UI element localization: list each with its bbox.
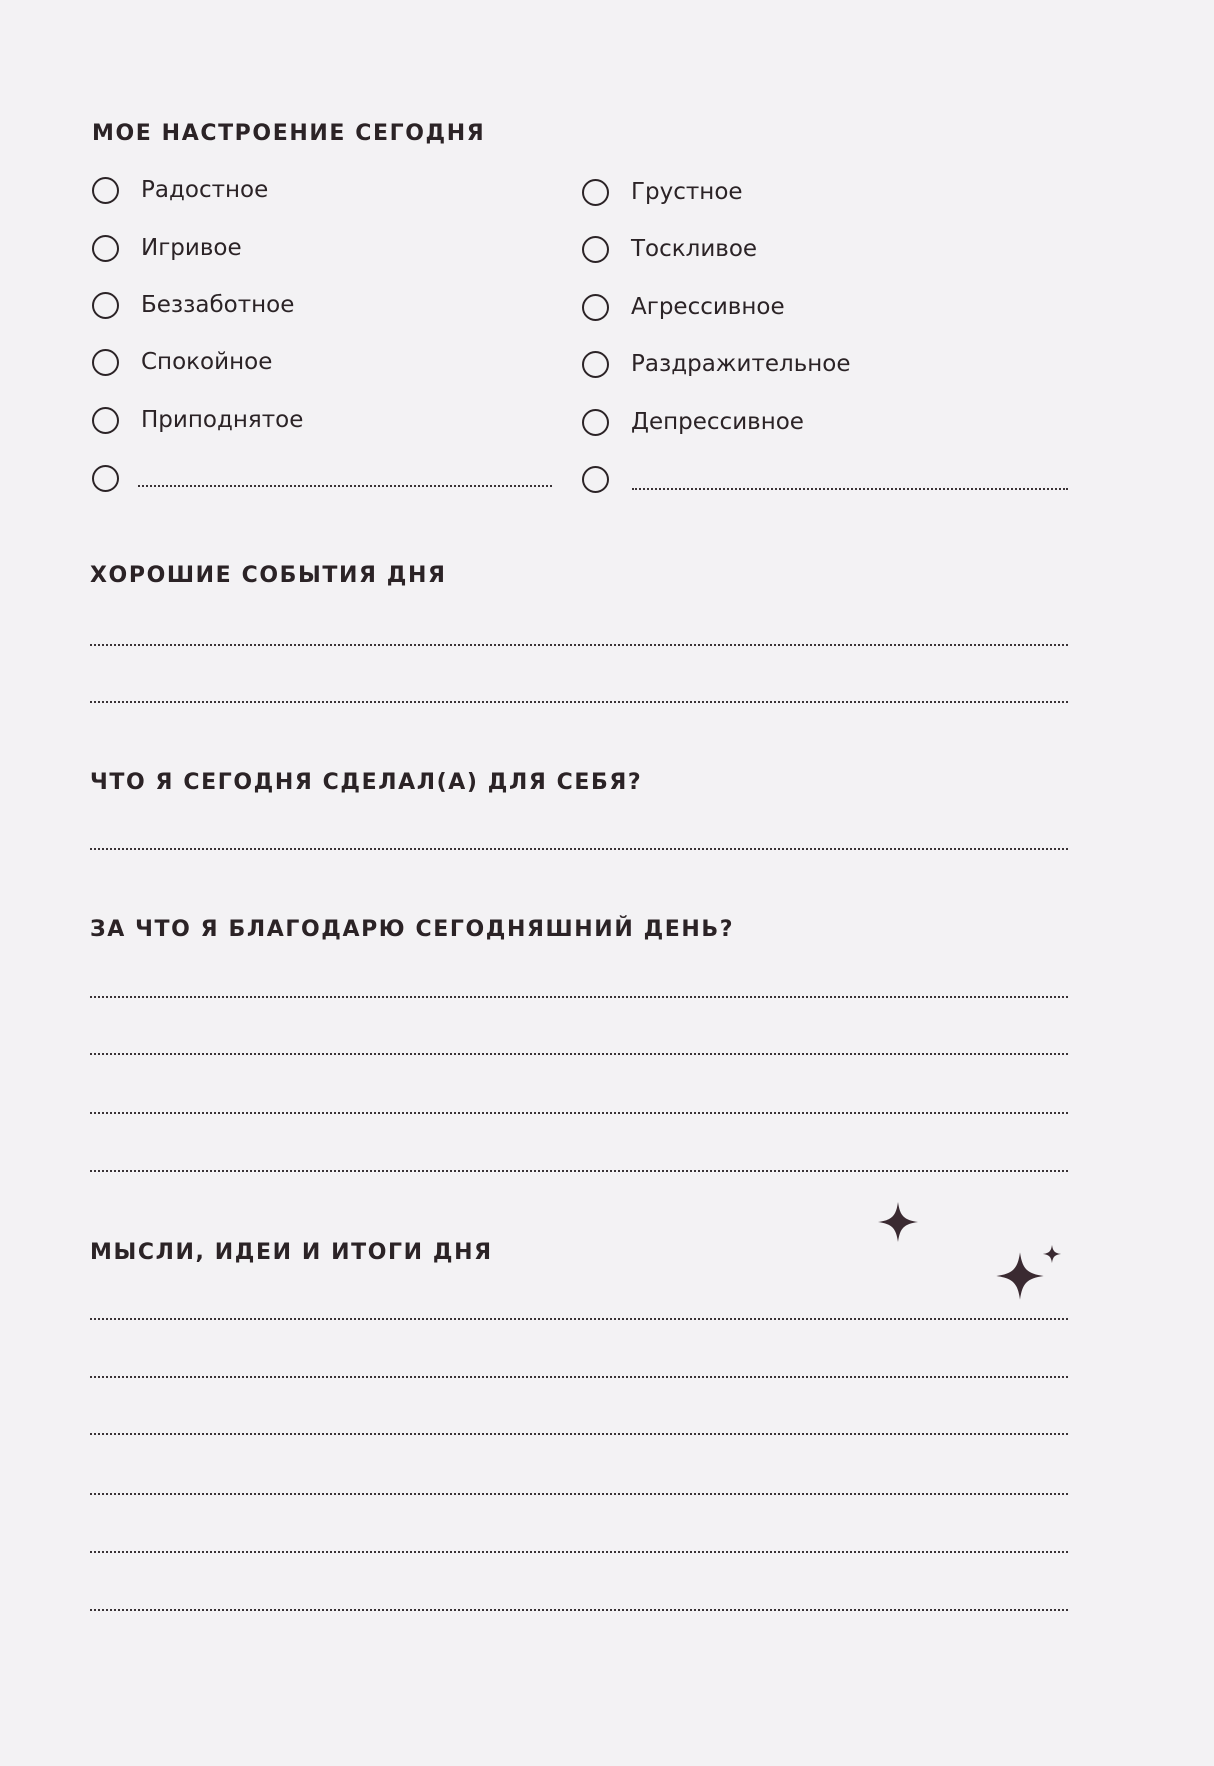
mood-option-label: Раздражительное	[631, 351, 851, 377]
mood-option-label: Игривое	[141, 235, 242, 261]
writing-line[interactable]	[90, 1318, 1068, 1320]
mood-option-sad[interactable]	[582, 175, 743, 209]
mood-option-calm[interactable]	[92, 345, 272, 379]
mood-option-custom-left[interactable]	[92, 461, 141, 495]
radio-circle-icon[interactable]	[92, 292, 119, 319]
writing-line[interactable]	[90, 848, 1068, 850]
radio-circle-icon[interactable]	[582, 466, 609, 493]
mood-option-label: Радостное	[141, 177, 269, 203]
mood-heading: МОЕ НАСТРОЕНИЕ СЕГОДНЯ	[92, 121, 486, 146]
sparkle-icon	[876, 1200, 920, 1244]
mood-option-label: Агрессивное	[631, 294, 785, 320]
gratitude-heading: ЗА ЧТО Я БЛАГОДАРЮ СЕГОДНЯШНИЙ ДЕНЬ?	[90, 917, 735, 942]
radio-circle-icon[interactable]	[582, 236, 609, 263]
custom-mood-line[interactable]	[632, 488, 1068, 490]
mood-option-aggressive[interactable]	[582, 290, 785, 324]
writing-line[interactable]	[90, 1053, 1068, 1055]
mood-option-custom-right[interactable]	[582, 462, 631, 496]
mood-option-irritable[interactable]	[582, 347, 851, 381]
mood-option-label: Беззаботное	[141, 292, 295, 318]
radio-circle-icon[interactable]	[92, 349, 119, 376]
mood-option-label: Депрессивное	[631, 409, 804, 435]
mood-option-label: Грустное	[631, 179, 743, 205]
writing-line[interactable]	[90, 701, 1068, 703]
radio-circle-icon[interactable]	[92, 177, 119, 204]
writing-line[interactable]	[90, 1551, 1068, 1553]
writing-line[interactable]	[90, 1376, 1068, 1378]
self-care-heading: ЧТО Я СЕГОДНЯ СДЕЛАЛ(А) ДЛЯ СЕБЯ?	[90, 770, 643, 795]
custom-mood-line[interactable]	[138, 485, 552, 487]
writing-line[interactable]	[90, 1609, 1068, 1611]
mood-option-label: Приподнятое	[141, 407, 304, 433]
writing-line[interactable]	[90, 996, 1068, 998]
radio-circle-icon[interactable]	[582, 294, 609, 321]
radio-circle-icon[interactable]	[92, 407, 119, 434]
mood-option-playful[interactable]	[92, 231, 242, 265]
mood-option-joyful[interactable]	[92, 173, 268, 207]
radio-circle-icon[interactable]	[582, 409, 609, 436]
writing-line[interactable]	[90, 1112, 1068, 1114]
radio-circle-icon[interactable]	[92, 235, 119, 262]
writing-line[interactable]	[90, 1493, 1068, 1495]
good-events-heading: ХОРОШИЕ СОБЫТИЯ ДНЯ	[90, 563, 447, 588]
mood-option-label: Тоскливое	[631, 236, 758, 262]
radio-circle-icon[interactable]	[92, 465, 119, 492]
writing-line[interactable]	[90, 1170, 1068, 1172]
mood-option-melancholic[interactable]	[582, 232, 757, 266]
radio-circle-icon[interactable]	[582, 351, 609, 378]
radio-circle-icon[interactable]	[582, 179, 609, 206]
thoughts-heading: МЫСЛИ, ИДЕИ И ИТОГИ ДНЯ	[90, 1240, 493, 1265]
sparkle-icon	[994, 1250, 1046, 1302]
mood-option-label: Спокойное	[141, 349, 273, 375]
writing-line[interactable]	[90, 1433, 1068, 1435]
mood-option-depressive[interactable]	[582, 405, 804, 439]
sparkle-icon	[1042, 1244, 1062, 1264]
mood-option-carefree[interactable]	[92, 288, 294, 322]
mood-option-elevated[interactable]	[92, 403, 303, 437]
writing-line[interactable]	[90, 644, 1068, 646]
